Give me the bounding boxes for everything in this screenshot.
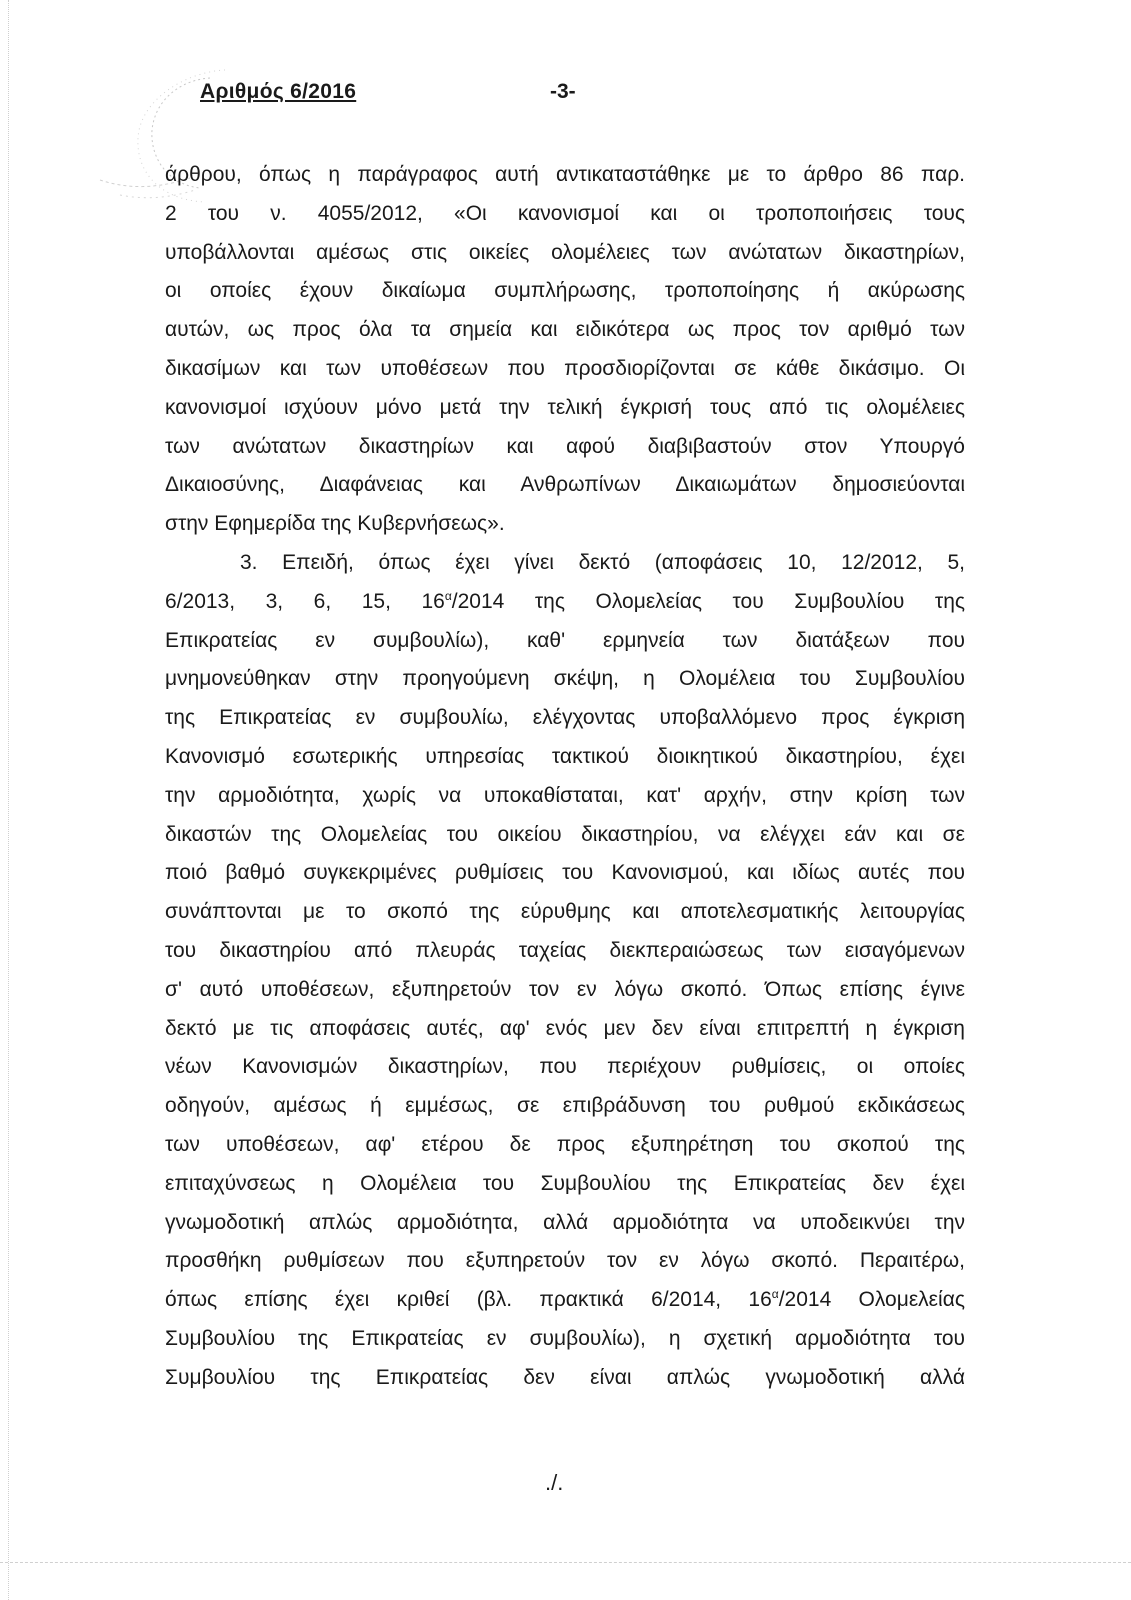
text-line: 2 του ν. 4055/2012, «Οι κανονισμοί και οι τροποποιήσεις τους bbox=[165, 201, 965, 225]
text-line: επιταχύνσεως η Ολομέλεια του Συμβουλίου της Επικρατείας δεν έχει bbox=[165, 1171, 965, 1195]
text-line: νέων Κανονισμών δικαστηρίων, που περιέχουν ρυθμίσεις, οι οποίες bbox=[165, 1055, 965, 1079]
text-line-with-superscript bbox=[165, 583, 965, 622]
line-head: 6/2013, 3, 6, 15, 16 bbox=[165, 589, 445, 613]
text-line: Επικρατείας εν συμβουλίω), καθ' ερμηνεία των διατάξεων που bbox=[165, 628, 965, 652]
text-line: άρθρου, όπως η παράγραφος αυτή αντικαταστάθηκε με το άρθρο 86 παρ. bbox=[165, 163, 965, 186]
text-line: της Επικρατείας εν συμβουλίω, ελέγχοντας υποβαλλόμενο προς έγκριση bbox=[165, 706, 965, 730]
line-tail: /2014 της Ολομελείας του Συμβουλίου της bbox=[451, 589, 965, 613]
text-line: προσθήκη ρυθμίσεων που εξυπηρετούν τον εν λόγω σκοπό. Περαιτέρω, bbox=[165, 1249, 965, 1273]
line-head: όπως επίσης έχει κριθεί (βλ. πρακτικά 6/2014, 16 bbox=[165, 1288, 772, 1312]
superscript-alpha: α bbox=[771, 1287, 779, 1302]
text-line: του δικαστηρίου από πλευράς ταχείας διεκπεραιώσεως των εισαγόμενων bbox=[165, 938, 965, 962]
text-line: των ανώτατων δικαστηρίων και αφού διαβιβαστούν στον Υπουργό bbox=[165, 434, 965, 458]
text-line: μνημονεύθηκαν στην προηγούμενη σκέψη, η Ολομέλεια του Συμβουλίου bbox=[165, 667, 965, 691]
paragraph-start-line: 3. Επειδή, όπως έχει γίνει δεκτό (αποφάσεις 10, 12/2012, 5, bbox=[240, 550, 965, 574]
page-header bbox=[200, 80, 900, 114]
body-text bbox=[165, 156, 965, 1398]
text-line: σ' αυτό υποθέσεων, εξυπηρετούν τον εν λόγω σκοπό. Όπως επίσης έγινε bbox=[165, 977, 965, 1001]
text-line: των υποθέσεων, αφ' ετέρου δε προς εξυπηρέτηση του σκοπού της bbox=[165, 1132, 965, 1156]
text-line: δικαστών της Ολομελείας του οικείου δικαστηρίου, να ελέγχει εάν και σε bbox=[165, 822, 965, 846]
text-line: συνάπτονται με το σκοπό της εύρυθμης και αποτελεσματικής λειτουργίας bbox=[165, 900, 965, 924]
text-line: την αρμοδιότητα, χωρίς να υποκαθίσταται, κατ' αρχήν, στην κρίση των bbox=[165, 783, 965, 807]
text-line-with-superscript bbox=[165, 1281, 965, 1320]
page-number: -3- bbox=[550, 80, 576, 103]
superscript-alpha: α bbox=[444, 588, 452, 603]
text-line: ποιό βαθμό συγκεκριμένες ρυθμίσεις του Κανονισμού, και ιδίως αυτές που bbox=[165, 861, 965, 885]
text-line: δεκτό με τις αποφάσεις αυτές, αφ' ενός μεν δεν είναι επιτρεπτή η έγκριση bbox=[165, 1016, 965, 1040]
scan-edge-left bbox=[8, 0, 10, 1600]
text-line: Κανονισμό εσωτερικής υπηρεσίας τακτικού διοικητικού δικαστηρίου, έχει bbox=[165, 744, 965, 768]
text-line: υποβάλλονται αμέσως στις οικείες ολομέλειες των ανώτατων δικαστηρίων, bbox=[165, 240, 965, 264]
text-line: γνωμοδοτική απλώς αρμοδιότητα, αλλά αρμοδιότητα να υποδεικνύει την bbox=[165, 1210, 965, 1234]
text-line: οι οποίες έχουν δικαίωμα συμπλήρωσης, τροποποίησης ή ακύρωσης bbox=[165, 279, 965, 303]
text-line: κανονισμοί ισχύουν μόνο μετά την τελική έγκρισή τους από τις ολομέλειες bbox=[165, 395, 965, 419]
text-line: δικασίμων και των υποθέσεων που προσδιορίζονται σε κάθε δικάσιμο. Οι bbox=[165, 356, 965, 380]
text-line: Συμβουλίου της Επικρατείας δεν είναι απλώς γνωμοδοτική αλλά bbox=[165, 1365, 965, 1389]
text-line: Συμβουλίου της Επικρατείας εν συμβουλίω), η σχετική αρμοδιότητα του bbox=[165, 1326, 965, 1350]
text-line: οδηγούν, αμέσως ή εμμέσως, σε επιβράδυνση του ρυθμού εκδικάσεως bbox=[165, 1094, 965, 1118]
text-line: στην Εφημερίδα της Κυβερνήσεως». bbox=[165, 512, 505, 536]
scan-edge-bottom bbox=[0, 1562, 1131, 1564]
document-number: Αριθμός 6/2016 bbox=[200, 80, 357, 103]
line-tail: /2014 Ολομελείας bbox=[778, 1288, 965, 1312]
text-line: αυτών, ως προς όλα τα σημεία και ειδικότερα ως προς τον αριθμό των bbox=[165, 318, 965, 342]
continuation-mark: ./. bbox=[545, 1470, 564, 1495]
text-line: Δικαιοσύνης, Διαφάνειας και Ανθρωπίνων Δικαιωμάτων δημοσιεύονται bbox=[165, 473, 965, 497]
